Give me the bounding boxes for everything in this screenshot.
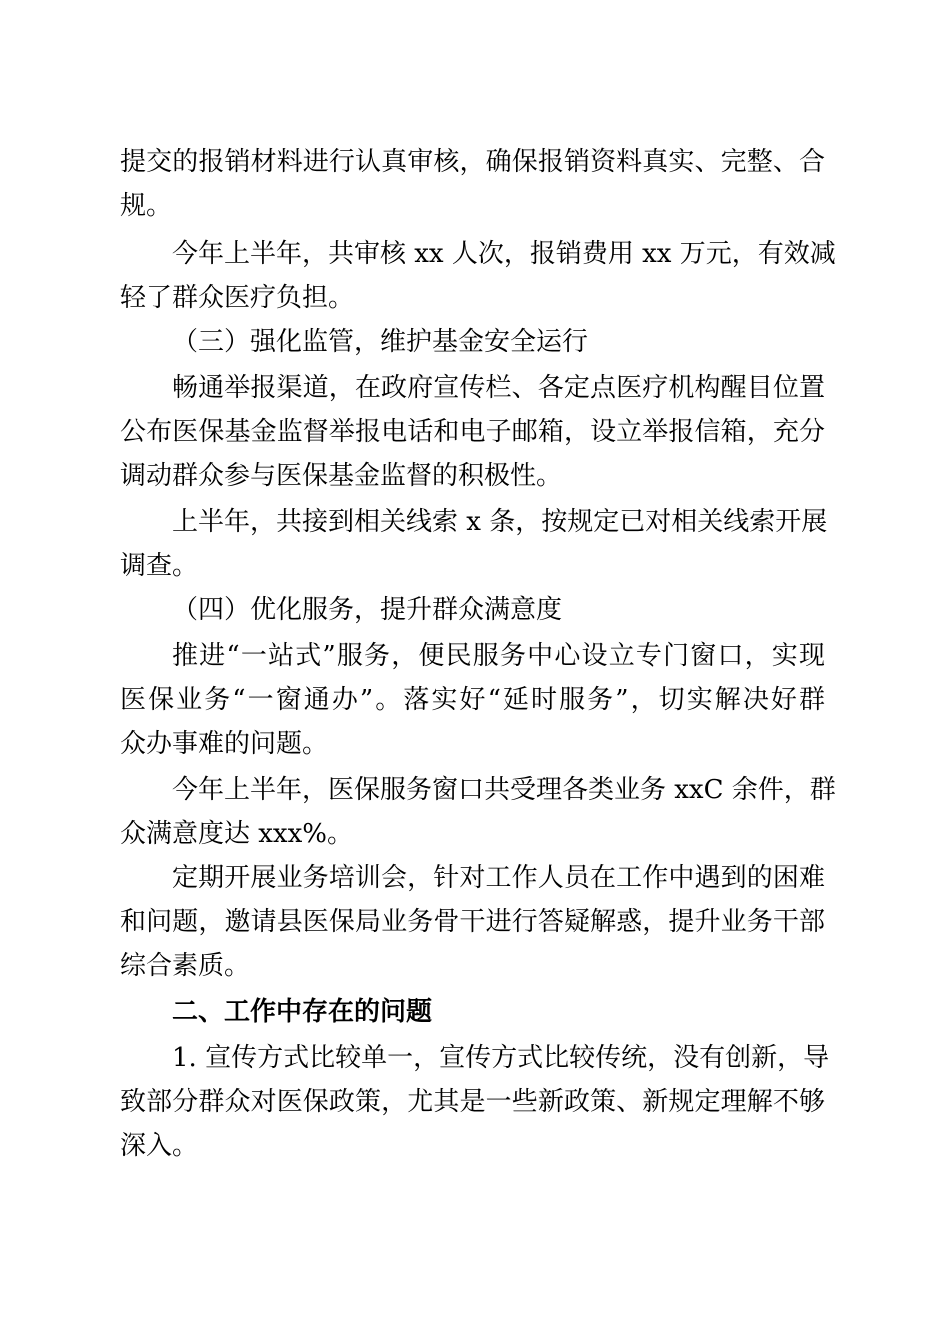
paragraph-3-line-3: 调动群众参与医保基金监督的积极性。 [120,461,563,491]
paragraph-4-line-1: 上半年，共接到相关线索 x 条，按规定已对相关线索开展 [172,507,828,537]
paragraph-8-line-2: 致部分群众对医保政策，尤其是一些新政策、新规定理解不够 [120,1087,825,1117]
subheading-4: （四）优化服务，提升群众满意度 [172,595,563,625]
paragraph-5-line-3: 众办事难的问题。 [120,729,329,759]
paragraph-1-line-1: 提交的报销材料进行认真审核，确保报销资料真实、完整、合 [120,147,825,177]
paragraph-8-line-3: 深入。 [120,1131,199,1161]
paragraph-7-line-1: 定期开展业务培训会，针对工作人员在工作中遇到的困难 [172,863,825,893]
paragraph-4-line-2: 调查。 [120,551,199,581]
paragraph-3-line-1: 畅通举报渠道，在政府宣传栏、各定点医疗机构醒目位置 [172,373,825,403]
paragraph-5-line-1: 推进“一站式”服务，便民服务中心设立专门窗口，实现 [172,641,825,671]
paragraph-7-line-2: 和问题，邀请县医保局业务骨干进行答疑解惑，提升业务干部 [120,907,825,937]
paragraph-6-line-2: 众满意度达 xxx%。 [120,819,353,849]
paragraph-8-line-1: 1. 宣传方式比较单一，宣传方式比较传统，没有创新，导 [172,1043,830,1073]
subheading-3: （三）强化监管，维护基金安全运行 [172,327,589,357]
paragraph-5-line-2: 医保业务“一窗通办”。落实好“延时服务”，切实解决好群 [120,685,825,715]
paragraph-2-line-2: 轻了群众医疗负担。 [120,283,355,313]
paragraph-6-line-1: 今年上半年，医保服务窗口共受理各类业务 xxC 余件，群 [172,775,836,805]
section-2-heading: 二、工作中存在的问题 [172,997,433,1027]
paragraph-7-line-3: 综合素质。 [120,951,251,981]
paragraph-1-line-2: 规。 [120,191,173,221]
paragraph-2-line-1: 今年上半年，共审核 xx 人次，报销费用 xx 万元，有效减 [172,239,836,269]
paragraph-3-line-2: 公布医保基金监督举报电话和电子邮箱，设立举报信箱，充分 [120,417,825,447]
